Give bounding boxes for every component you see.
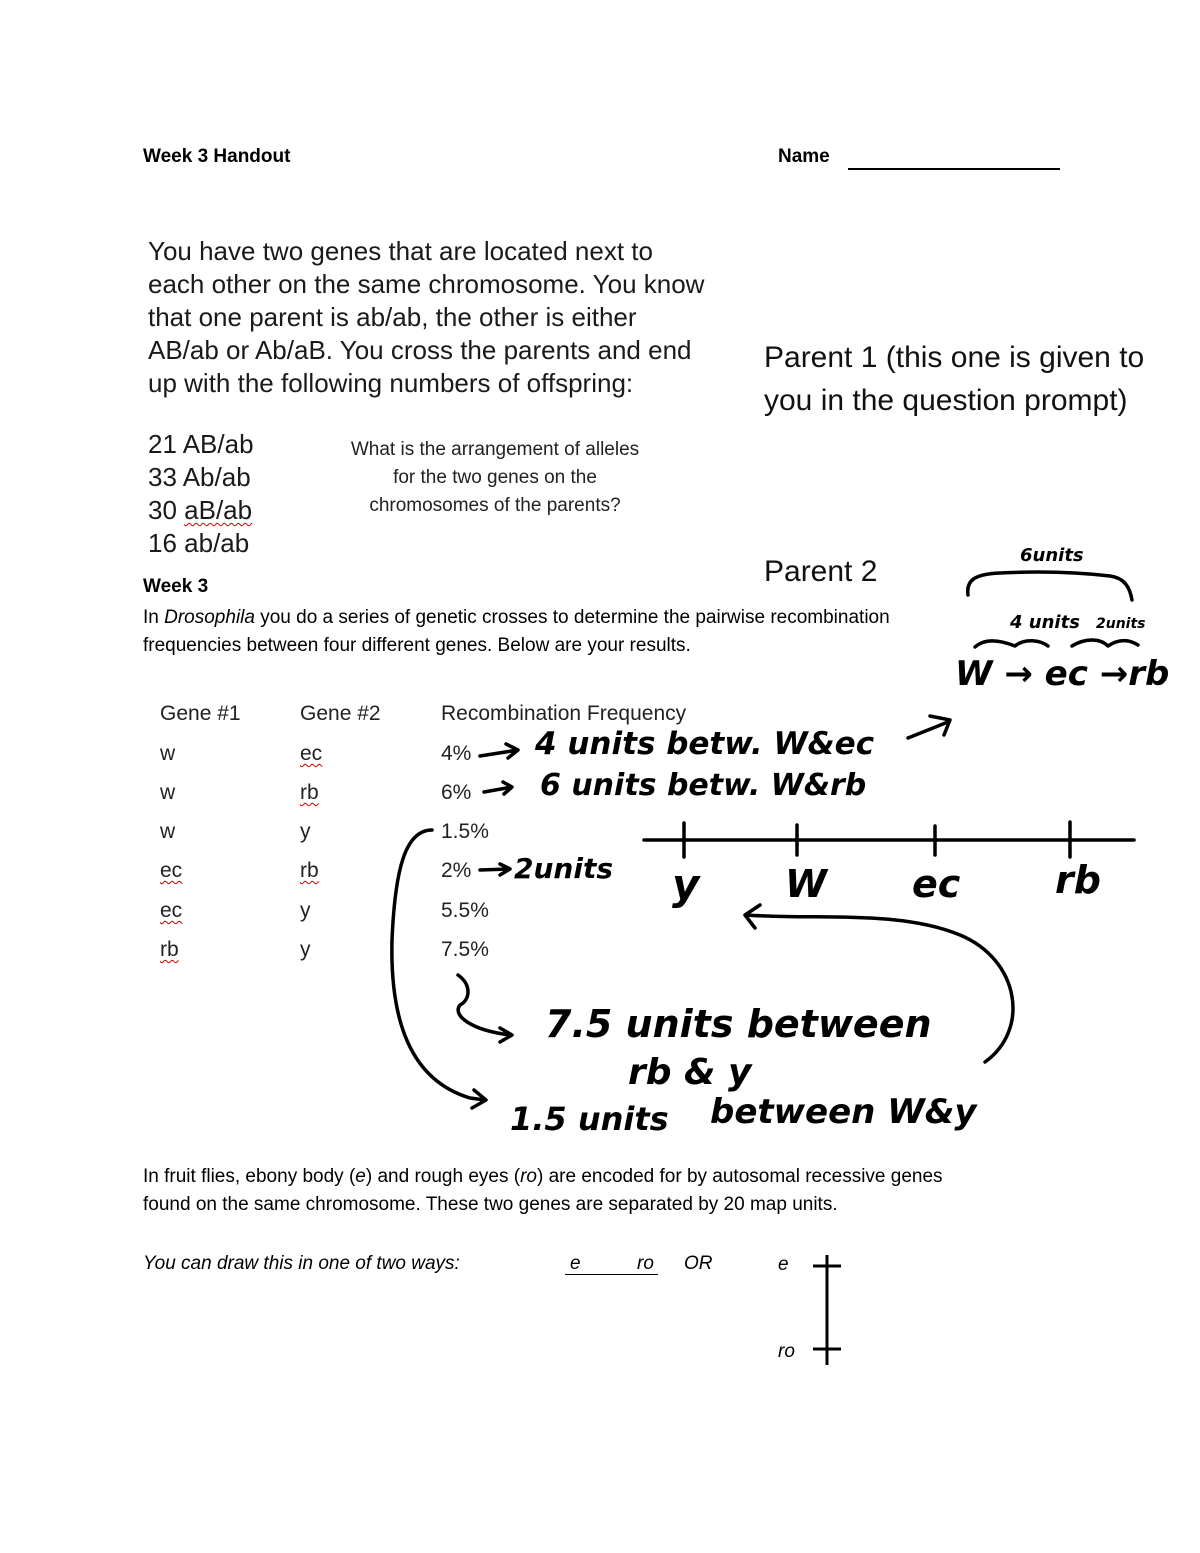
horizontal-chromosome-line <box>565 1274 658 1275</box>
section-heading: Week 3 <box>143 576 209 597</box>
note-w-ec: 4 units betw. W&ec <box>535 726 875 762</box>
hook-arrow-rb-y <box>458 975 512 1042</box>
map-label-w: W <box>785 862 827 906</box>
table-cell: y <box>300 820 311 843</box>
note-w-y-b: between W&y <box>710 1092 977 1132</box>
table-cell: y <box>300 938 311 961</box>
problem1-line: each other on the same chromosome. You know <box>148 269 705 299</box>
table-cell: rb <box>300 859 319 882</box>
vertical-chromosome-diagram <box>805 1250 855 1370</box>
arrow-w-ec <box>480 744 518 758</box>
table-cell: w <box>160 781 176 804</box>
table-cell: 4% <box>441 742 472 765</box>
note-gene-order: W → ec →rb <box>955 654 1170 694</box>
table-cell: 1.5% <box>441 820 489 843</box>
note-rb-y-line1: 7.5 units between <box>545 1002 932 1046</box>
parent1-label: Parent 1 (this one is given to you in the question prompt) <box>764 341 1145 417</box>
note-w-rb: 6 units betw. W&rb <box>540 768 867 803</box>
note-six-units: 6units <box>1020 545 1084 566</box>
offspring-item: 21 AB/ab <box>148 429 254 459</box>
table-cell: ec <box>300 742 323 765</box>
handout-title: Week 3 Handout <box>143 146 291 167</box>
draw-prompt: You can draw this in one of two ways: <box>143 1253 460 1274</box>
note-w-y-a: 1.5 units <box>510 1100 669 1138</box>
brace-four-units <box>975 641 1048 647</box>
horizontal-e-label: e <box>570 1253 581 1274</box>
name-blank-line[interactable] <box>848 168 1060 170</box>
note-four-units: 4 units <box>1010 612 1080 633</box>
vertical-e-label: e <box>778 1254 789 1275</box>
problem3-line1: In fruit flies, ebony body (e) and rough eyes (ro) are encoded for by autosomal recessive genes <box>143 1166 943 1187</box>
table-cell: rb <box>300 781 319 804</box>
map-label-rb: rb <box>1055 858 1101 902</box>
note-ec-rb: 2units <box>514 852 613 885</box>
problem2-intro-line1: In Drosophila you do a series of genetic crosses to determine the pairwise recombination <box>143 607 890 628</box>
bracket-w-y <box>392 830 486 1108</box>
table-cell: rb <box>160 938 179 961</box>
name-label: Name <box>778 146 830 167</box>
table-cell: 5.5% <box>441 899 489 922</box>
offspring-item: 16 ab/ab <box>148 528 250 558</box>
problem2-intro-line2: frequencies between four different genes. Below are your results. <box>143 635 691 656</box>
offspring-item: 30 aB/ab <box>148 495 253 525</box>
problem3-line2: found on the same chromosome. These two genes are separated by 20 map units. <box>143 1194 838 1215</box>
note-two-units-top: 2units <box>1096 616 1146 632</box>
table-cell: 2% <box>441 859 472 882</box>
table-header: Gene #1 <box>160 702 241 725</box>
vertical-ro-label: ro <box>778 1341 795 1362</box>
problem1-text <box>148 235 704 400</box>
arrow-w-rb <box>484 782 512 794</box>
problem1-line: up with the following numbers of offspring: <box>148 368 634 398</box>
table-cell: y <box>300 899 311 922</box>
table-cell: w <box>160 742 176 765</box>
or-label: OR <box>684 1253 713 1274</box>
problem1-line: You have two genes that are located next to <box>148 236 653 266</box>
brace-two-units <box>1072 640 1138 646</box>
problem1-line: that one parent is ab/ab, the other is either <box>148 302 637 332</box>
table-cell: 7.5% <box>441 938 489 961</box>
problem1-line: AB/ab or Ab/aB. You cross the parents and end <box>148 335 692 365</box>
offspring-list <box>148 428 254 560</box>
map-label-ec: ec <box>912 862 961 906</box>
arrangement-question: What is the arrangement of alleles for the two genes on the chromosomes of the parents? <box>350 439 640 516</box>
table-cell: 6% <box>441 781 472 804</box>
arrow-ec-rb <box>480 864 510 875</box>
note-rb-y-line2: rb & y <box>628 1052 752 1093</box>
map-label-y: y <box>672 860 700 909</box>
table-header: Recombination Frequency <box>441 702 687 725</box>
table-cell: ec <box>160 859 183 882</box>
table-cell: ec <box>160 899 183 922</box>
table-header: Gene #2 <box>300 702 381 725</box>
horizontal-ro-label: ro <box>637 1253 654 1274</box>
table-cell: w <box>160 820 176 843</box>
arrow-to-order <box>908 716 950 738</box>
parent2-label: Parent 2 <box>764 555 878 588</box>
offspring-item: 33 Ab/ab <box>148 462 251 492</box>
